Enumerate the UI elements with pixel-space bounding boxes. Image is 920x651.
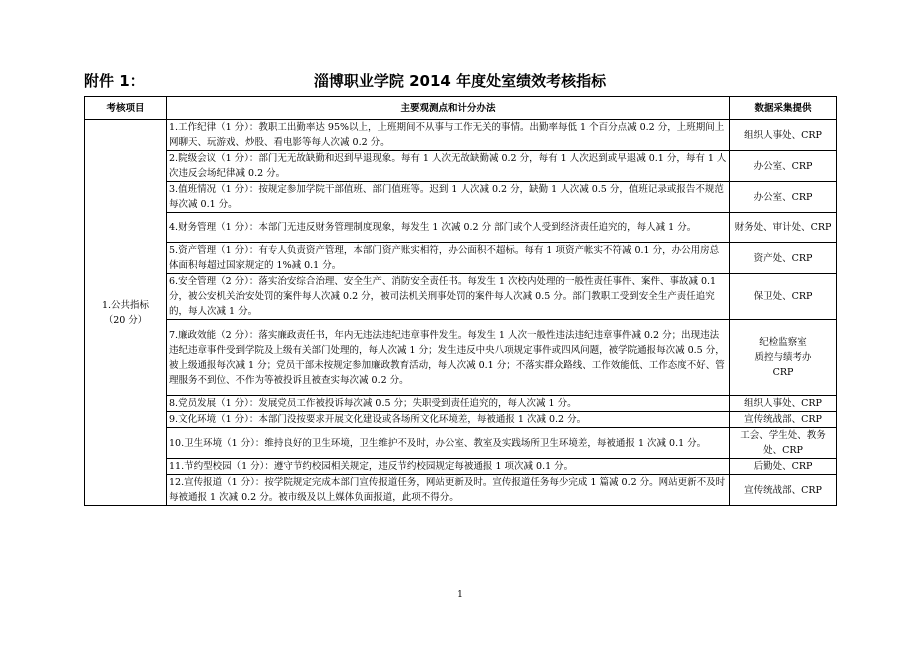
- rule-cell: 8.党员发展（1 分）：发展党员工作被投诉每次减 0.5 分；失职受到责任追究的，每人次减 1 分。: [167, 396, 730, 412]
- category-cell: [85, 120, 167, 506]
- table-row: [85, 412, 837, 428]
- rule-cell: 10.卫生环境（1 分）：维持良好的卫生环境，卫生维护不及时，办公室、教室及实践场所卫生环境差，每被通报 1 次减 0.1 分。: [167, 428, 730, 459]
- table-header-row: [85, 97, 837, 120]
- table-row: [85, 320, 837, 396]
- table-row: [85, 459, 837, 475]
- assessment-table: [84, 96, 837, 506]
- attachment-label: 附件 1：: [84, 72, 145, 90]
- category-score: （20 分）: [103, 314, 148, 326]
- source-cell: 办公室、CRP: [730, 182, 837, 213]
- category-name: 1.公共指标: [101, 299, 150, 311]
- rule-cell: 12.宣传报道（1 分）：按学院规定完成本部门宣传报道任务，网站更新及时。宣传报道任务每少完成 1 篇减 0.2 分。网站更新不及时每被通报 1 次减 0.2 分。被市级及以上媒体负面报道，此项不得分。: [167, 475, 730, 506]
- table-row: [85, 151, 837, 182]
- source-cell: 组织人事处、CRP: [730, 120, 837, 151]
- rule-cell: 5.资产管理（1 分）：有专人负责资产管理，本部门资产账实相符，办公面积不超标。每有 1 项资产帐实不符减 0.1 分，办公用房总体面积每超过国家规定的 1%减 0.1 分。: [167, 243, 730, 274]
- rule-cell: 11.节约型校园（1 分）：遵守节约校园相关规定，违反节约校园规定每被通报 1 项次减 0.1 分。: [167, 459, 730, 475]
- rule-cell: 9.文化环境（1 分）：本部门没按要求开展文化建设或各场所文化环境差，每被通报 1 次减 0.2 分。: [167, 412, 730, 428]
- table-row: [85, 428, 837, 459]
- table-row: [85, 243, 837, 274]
- source-cell: 财务处、审计处、CRP: [730, 213, 837, 243]
- table-row: [85, 475, 837, 506]
- header-item: 考核项目: [85, 97, 167, 120]
- table-row: [85, 182, 837, 213]
- table-row: [85, 396, 837, 412]
- page-number: 1: [457, 590, 463, 600]
- document-header: [84, 70, 836, 94]
- source-cell: 宣传统战部、CRP: [730, 412, 837, 428]
- source-cell: 保卫处、CRP: [730, 274, 837, 320]
- source-cell: 纪检监察室 质控与绩考办 CRP: [730, 320, 837, 396]
- source-cell: 宣传统战部、CRP: [730, 475, 837, 506]
- rule-cell: 6.安全管理（2 分）：落实治安综合治理、安全生产、消防安全责任书。每发生 1 次校内处理的一般性责任事件、案件、事故减 0.1 分，被公安机关治安处罚的案件每人次减 0.2 分，被司法机关刑事处罚的案件每人次减 0.5 分。部门教职工受到安全生产责任追究的，每人次减 1 分。: [167, 274, 730, 320]
- table-row: [85, 120, 837, 151]
- rule-cell: 3.值班情况（1 分）：按规定参加学院干部值班、部门值班等。迟到 1 人次减 0.2 分，缺勤 1 人次减 0.5 分，值班记录或报告不规范每次减 0.1 分。: [167, 182, 730, 213]
- table-row: [85, 213, 837, 243]
- header-rules: 主要观测点和计分办法: [167, 97, 730, 120]
- header-source: 数据采集提供: [730, 97, 837, 120]
- rule-cell: 7.廉政效能（2 分）：落实廉政责任书，年内无违法违纪违章事件发生。每发生 1 人次一般性违法违纪违章事件减 0.2 分；出现违法违纪违章事件受到学院及上级有关部门处理的，每人次减 1 分；发生违反中央八项规定事件或四风问题，被学院通报每次减 0.5 分，被上级通报每次减 1 分；党员干部未按规定参加廉政教育活动，每人次减 0.1 分；不落实群众路线、工作效能低、工作态度不好、管理服务不到位、不作为等被投诉且被查实每次减 0.2 分。: [167, 320, 730, 396]
- table-body: [85, 120, 837, 506]
- source-cell: 后勤处、CRP: [730, 459, 837, 475]
- source-cell: 组织人事处、CRP: [730, 396, 837, 412]
- rule-cell: 1.工作纪律（1 分）：教职工出勤率达 95%以上，上班期间不从事与工作无关的事情。出勤率每低 1 个百分点减 0.2 分，上班期间上网聊天、玩游戏、炒股、看电影等每人次减 0.2 分。: [167, 120, 730, 151]
- rule-cell: 4.财务管理（1 分）：本部门无违反财务管理制度现象，每发生 1 次减 0.2 分 部门或个人受到经济责任追究的，每人减 1 分。: [167, 213, 730, 243]
- page-title: 淄博职业学院 2014 年度处室绩效考核指标: [313, 72, 607, 90]
- source-cell: 办公室、CRP: [730, 151, 837, 182]
- source-cell: 工会、学生处、教务处、CRP: [730, 428, 837, 459]
- table-row: [85, 274, 837, 320]
- source-cell: 资产处、CRP: [730, 243, 837, 274]
- rule-cell: 2.院级会议（1 分）：部门无无故缺勤和迟到早退现象。每有 1 人次无故缺勤减 0.2 分，每有 1 人次迟到或早退减 0.1 分，每有 1 人次违反会场纪律减 0.2 分。: [167, 151, 730, 182]
